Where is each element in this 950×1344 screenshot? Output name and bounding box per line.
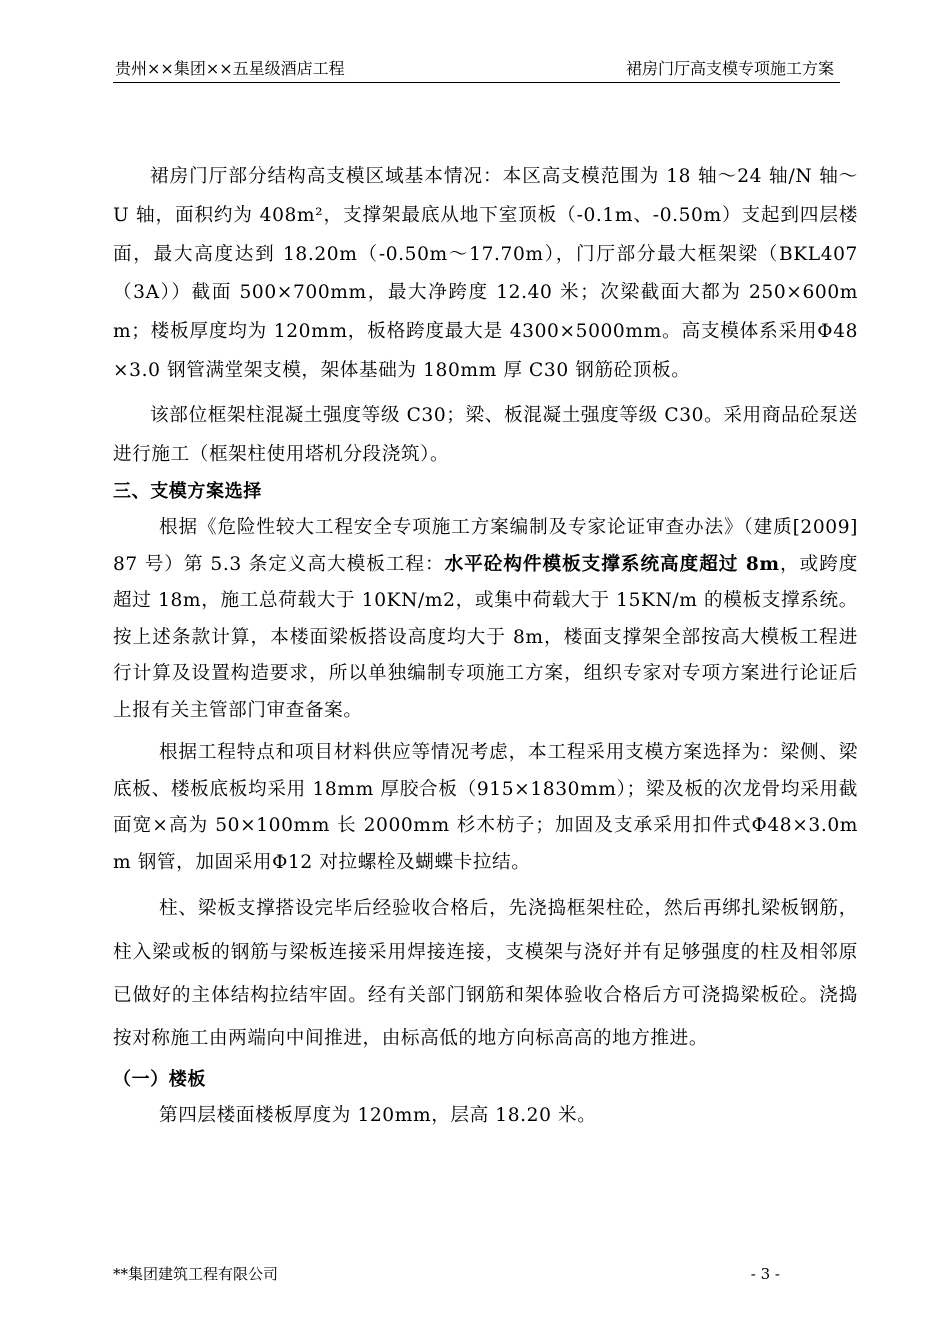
footer-company: **集团建筑工程有限公司 — [113, 1265, 279, 1283]
paragraph-concrete-grade: 该部位框架柱混凝土强度等级 C30；梁、板混凝土强度等级 C30。采用商品砼泵送进行施工（框架柱使用塔机分段浇筑）。 — [113, 404, 858, 465]
header-project-title: 贵州××集团××五星级酒店工程 — [115, 59, 345, 78]
page-footer — [113, 1264, 840, 1284]
header-document-title: 裙房门厅高支模专项施工方案 — [625, 59, 834, 78]
regulation-text-c: ，或跨度超过 18m，施工总荷载大于 10KN/m2，或集中荷载大于 15KN/m 的模板支撑系统。按上述条款计算，本楼面梁板搭设高度均大于 8m，楼面支撑架全部按高大模板工程进行计算及设置构造要求，所以单独编制专项施工方案，组织专家对专项方案进行论证后上报有关主管部门审查备案。 — [113, 553, 859, 721]
page-header — [113, 56, 840, 83]
document-body — [113, 158, 858, 1135]
regulation-text-a: 根据《危险性较大工程安全专项施工方案编制及专家论证审查办法》（建质[2009]87 号）第 5.3 条定义高大模板工程： — [113, 517, 858, 575]
paragraph-site-overview: 裙房门厅部分结构高支模区域基本情况：本区高支模范围为 18 轴～24 轴/N 轴～U 轴，面积约为 408m²，支撑架最底从地下室顶板（-0.1m、-0.50m）支起到四层楼面，最大高度达到 18.20m（-0.50m～17.70m），门厅部分最大框架梁（BKL407（3A））截面 500×700mm，最大净跨度 12.40 米；次梁截面大都为 250×600mm；楼板厚度均为 120mm，板格跨度最大是 4300×5000mm。高支模体系采用Φ48×3.0 钢管满堂架支模，架体基础为 180mm 厚 C30 钢筋砼顶板。 — [113, 166, 858, 381]
paragraph-material-selection: 根据工程特点和项目材料供应等情况考虑，本工程采用支模方案选择为：梁侧、梁底板、楼板底板均采用 18mm 厚胶合板（915×1830mm）；梁及板的次龙骨均采用截面宽×高为 50×100mm 长 2000mm 杉木枋子；加固及支承采用扣件式Φ48×3.0mm 钢管，加固采用Φ12 对拉螺栓及蝴蝶卡拉结。 — [113, 742, 858, 873]
paragraph-slab-thickness: 第四层楼面楼板厚度为 120mm，层高 18.20 米。 — [159, 1105, 597, 1127]
paragraph-regulation — [113, 510, 858, 729]
paragraph-construction-sequence: 柱、梁板支撑搭设完毕后经验收合格后，先浇捣框架柱砼，然后再绑扎梁板钢筋，柱入梁或板的钢筋与梁板连接采用焊接连接，支模架与浇好并有足够强度的柱及相邻原已做好的主体结构拉结牢固。经有关部门钢筋和架体验收合格后方可浇捣梁板砼。浇捣按对称施工由两端向中间推进，由标高低的地方向标高高的地方推进。 — [113, 898, 858, 1049]
subsection-heading-floor-slab: （一）楼板 — [113, 1069, 206, 1091]
footer-page-number: - 3 - — [750, 1265, 780, 1283]
section-heading-formwork-selection: 三、支模方案选择 — [113, 481, 262, 503]
regulation-text-bold: 水平砼构件模板支撑系统高度超过 8m — [444, 553, 780, 575]
